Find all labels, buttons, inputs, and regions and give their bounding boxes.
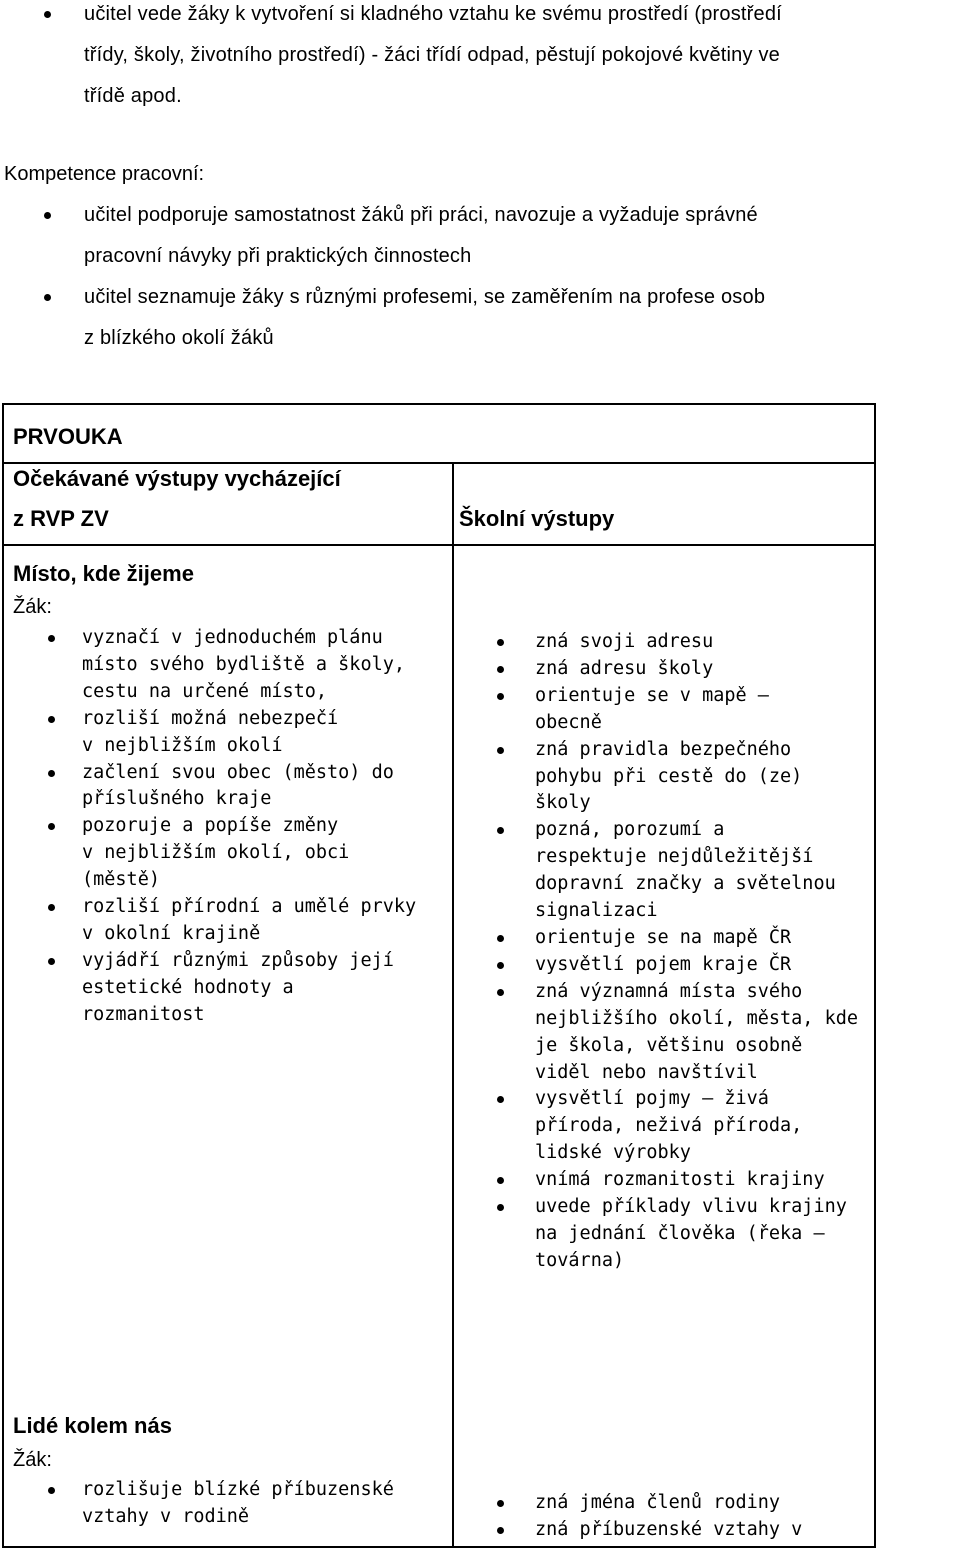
outcome-item: začlení svou obec (město) do příslušného kraje: [4, 760, 416, 814]
left-column-header: Očekávané výstupy vycházející: [13, 466, 341, 491]
left-column-header: z RVP ZV: [13, 506, 109, 531]
outcome-item: vyznačí v jednoduchém plánu místo svého bydliště a školy, cestu na určené místo,: [4, 625, 416, 706]
table-divider: [4, 544, 874, 546]
section-subject: Žák:: [13, 1449, 52, 1471]
section-title: Místo, kde žijeme: [13, 561, 194, 586]
table-divider: [4, 462, 874, 464]
school-outcome-item: zná významná místa svého nejbližšího okolí, města, kde je škola, většinu osobně viděl nebo navštívil: [452, 979, 858, 1087]
section-subject: Žák:: [13, 596, 52, 618]
outcome-item: rozliší možná nebezpečí v nejbližším okolí: [4, 706, 416, 760]
intro-bullet-item: učitel vede žáky k vytvoření si kladného vztahu ke svému prostředí (prostředí třídy, školy, životního prostředí) - žáci třídí odpad, pěstují pokojové květiny ve třídě apod.: [0, 0, 960, 117]
outcome-item: rozliší přírodní a umělé prvky v okolní krajině: [4, 894, 416, 948]
competence-bullet-item: učitel podporuje samostatnost žáků při práci, navozuje a vyžaduje správné pracovní návyky při praktických činnostech: [0, 195, 960, 277]
outcome-item: vyjádří různými způsoby její estetické hodnoty a rozmanitost: [4, 948, 416, 1029]
school-outcome-item: vysvětlí pojem kraje ČR: [452, 952, 858, 979]
school-outcome-item: orientuje se na mapě ČR: [452, 925, 858, 952]
competence-bullet-item: učitel seznamuje žáky s různými profesemi, se zaměřením na profese osob z blízkého okolí žáků: [0, 277, 960, 359]
school-outcome-item: zná svoji adresu: [452, 629, 858, 656]
outcome-item: rozlišuje blízké příbuzenské vztahy v rodině: [4, 1477, 394, 1531]
school-outcome-item: zná adresu školy: [452, 656, 858, 683]
competence-bullet-list: [0, 195, 960, 359]
school-outcome-item: zná jména členů rodiny: [452, 1490, 802, 1517]
school-outcomes-list: [452, 1490, 802, 1544]
school-outcome-item: zná příbuzenské vztahy v: [452, 1517, 802, 1544]
prvouka-table: [2, 403, 876, 1548]
section-title: Lidé kolem nás: [13, 1413, 172, 1438]
school-outcome-item: vnímá rozmanitosti krajiny: [452, 1167, 858, 1194]
school-outcome-item: zná pravidla bezpečného pohybu při cestě do (ze) školy: [452, 737, 858, 818]
right-column-header: Školní výstupy: [459, 506, 615, 531]
school-outcome-item: vysvětlí pojmy – živá příroda, neživá příroda, lidské výrobky: [452, 1086, 858, 1167]
expected-outcomes-list: [4, 625, 416, 1029]
table-title: PRVOUKA: [13, 424, 123, 449]
outcome-item: pozoruje a popíše změny v nejbližším okolí, obci (městě): [4, 813, 416, 894]
school-outcomes-list: [452, 629, 858, 1275]
school-outcome-item: pozná, porozumí a respektuje nejdůležitější dopravní značky a světelnou signalizaci: [452, 817, 858, 925]
competence-heading: Kompetence pracovní:: [4, 163, 205, 185]
school-outcome-item: orientuje se v mapě – obecně: [452, 683, 858, 737]
school-outcome-item: uvede příklady vlivu krajiny na jednání člověka (řeka – továrna): [452, 1194, 858, 1275]
expected-outcomes-list: [4, 1477, 394, 1531]
intro-bullet-list: [0, 0, 960, 117]
